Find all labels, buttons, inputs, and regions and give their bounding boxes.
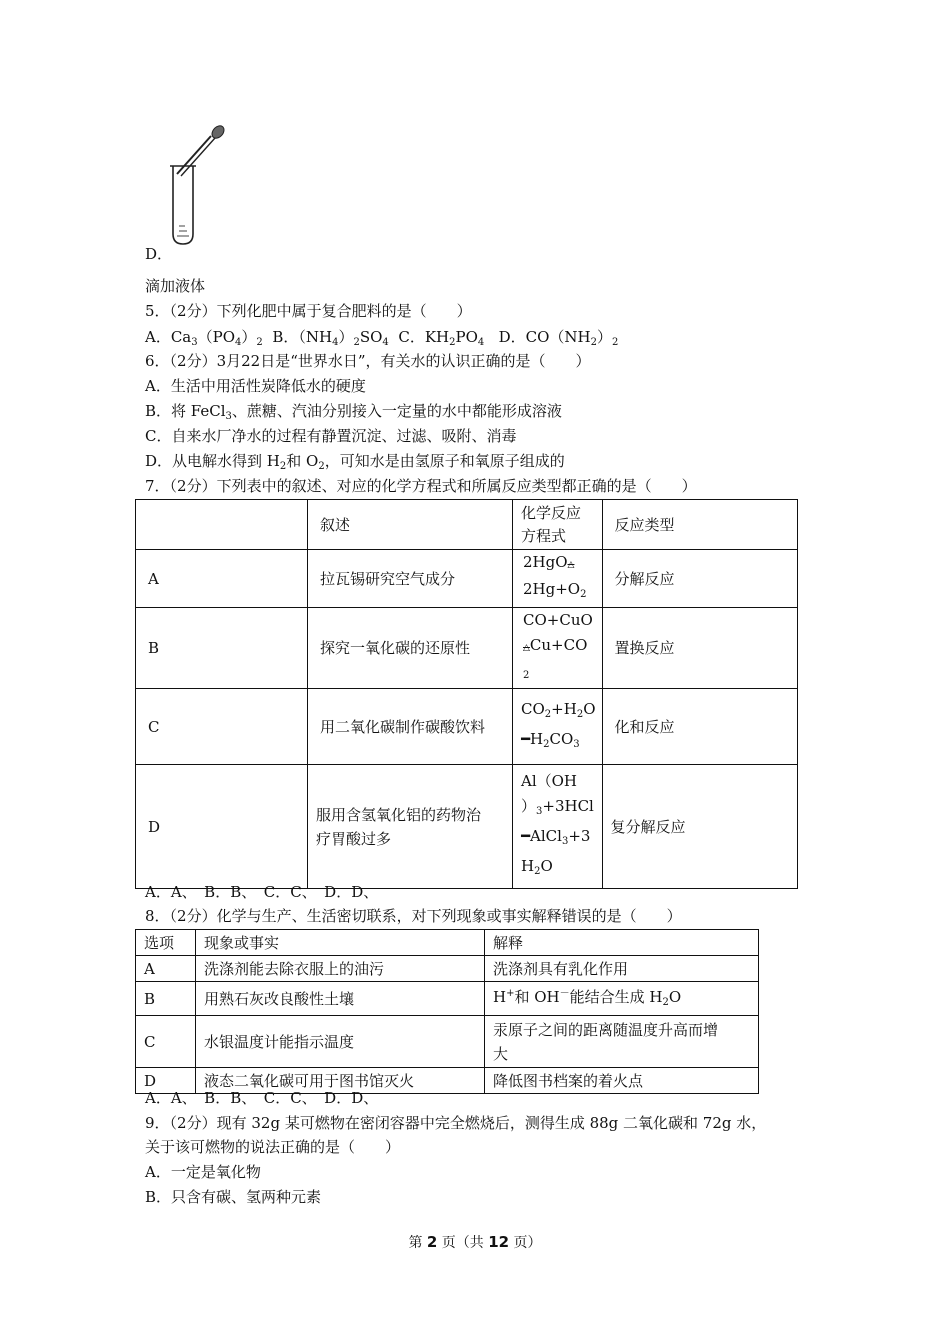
dropper-test-tube-illustration bbox=[165, 122, 235, 247]
q7-stem: 7．（2分）下列表中的叙述、对应的化学方程式和所属反应类型都正确的是（ ） bbox=[145, 477, 697, 495]
q7-row-label: C bbox=[136, 689, 308, 765]
q8-header-option: 选项 bbox=[136, 930, 196, 956]
q7-row-equation: Al（OH ）$_3+3HCl$ ━AlCl$_3$+3 $H_2O$ bbox=[513, 765, 603, 889]
q6-stem: 6．（2分）3月22日是“世界水日”，有关水的认识正确的是（ ） bbox=[145, 352, 591, 370]
q8-row-phenomenon: 洗涤剂能去除衣服上的油污 bbox=[196, 956, 485, 982]
q8-row-option: C bbox=[136, 1016, 196, 1068]
q7-header-blank bbox=[136, 500, 308, 550]
q6-option-d[interactable]: D．从电解水得到 $H_2$和 $O_2$，可知水是由氢原子和氧原子组成的 bbox=[145, 452, 565, 472]
q8-row-phenomenon: 液态二氧化碳可用于图书馆灭火 bbox=[196, 1068, 485, 1094]
q8-header-explanation: 解释 bbox=[485, 930, 759, 956]
q4-option-d-caption: 滴加液体 bbox=[145, 277, 206, 295]
q8-row-explanation: 洗涤剂具有乳化作用 bbox=[485, 956, 759, 982]
table-row bbox=[136, 956, 759, 982]
q6-option-b[interactable]: B．将 FeCl$_3$、蔗糖、汽油分别接入一定量的水中都能形成溶液 bbox=[145, 402, 562, 422]
page-footer: 第 2 页（共 12 页） bbox=[408, 1233, 542, 1251]
q5-options[interactable]: A．$Ca_3(PO_4)_2$ B．$(NH_4)_2SO_4$ C．$KH_2PO_4$ D．$CO(NH_2)_2$ bbox=[145, 328, 619, 348]
q7-row-type: 置换反应 bbox=[602, 608, 798, 689]
q7-row-equation: $CO_2+H_2O$ $━H_2CO_3$ bbox=[513, 689, 603, 765]
table-row bbox=[136, 689, 798, 765]
q7-row-desc: 服用含氢氧化铝的药物治 疗胃酸过多 bbox=[308, 765, 513, 889]
table-row bbox=[136, 1016, 759, 1068]
q7-header-equation: 化学反应 方程式 bbox=[513, 500, 603, 550]
q6-option-a[interactable]: A．生活中用活性炭降低水的硬度 bbox=[145, 377, 366, 395]
page-total: 12 bbox=[488, 1233, 510, 1251]
table-row bbox=[136, 982, 759, 1016]
q8-row-option: A bbox=[136, 956, 196, 982]
q9-stem-line1: 9．（2分）现有 32g 某可燃物在密闭容器中完全燃烧后，测得生成 88g 二氧化碳和 72g 水， bbox=[145, 1114, 767, 1132]
q6-option-c[interactable]: C．自来水厂净水的过程有静置沉淀、过滤、吸附、消毒 bbox=[145, 427, 517, 445]
q7-row-equation: CO+CuO △Cu+CO 2 bbox=[513, 608, 603, 689]
q8-row-explanation: 汞原子之间的距离随温度升高而增 大 bbox=[485, 1016, 759, 1068]
q7-row-label: A bbox=[136, 550, 308, 608]
q8-row-option: B bbox=[136, 982, 196, 1016]
q7-row-type: 化和反应 bbox=[602, 689, 798, 765]
q7-row-label: B bbox=[136, 608, 308, 689]
q7-table bbox=[135, 499, 798, 889]
q8-answers[interactable]: A．A、 B．B、 C．C、 D．D、 bbox=[145, 1089, 379, 1107]
q4-option-d[interactable]: D． bbox=[145, 245, 173, 263]
q7-row-label: D bbox=[136, 765, 308, 889]
q7-header-type: 反应类型 bbox=[602, 500, 798, 550]
q7-row-desc: 探究一氧化碳的还原性 bbox=[308, 608, 513, 689]
q7-row-desc: 用二氧化碳制作碳酸饮料 bbox=[308, 689, 513, 765]
q8-header-phenomenon: 现象或事实 bbox=[196, 930, 485, 956]
table-row bbox=[136, 765, 798, 889]
q7-answers[interactable]: A．A、 B．B、 C．C、 D．D、 bbox=[145, 883, 379, 901]
table-row bbox=[136, 608, 798, 689]
q8-row-phenomenon: 水银温度计能指示温度 bbox=[196, 1016, 485, 1068]
page-number: 2 bbox=[426, 1233, 438, 1251]
table-row bbox=[136, 550, 798, 608]
q8-row-option: D bbox=[136, 1068, 196, 1094]
q8-row-explanation: H+和 OH－能结合生成 $H_2O$ bbox=[485, 982, 759, 1016]
q8-row-explanation: 降低图书档案的着火点 bbox=[485, 1068, 759, 1094]
q5-stem: 5．（2分）下列化肥中属于复合肥料的是（ ） bbox=[145, 302, 472, 320]
q8-stem: 8．（2分）化学与生产、生活密切联系，对下列现象或事实解释错误的是（ ） bbox=[145, 907, 682, 925]
q7-row-desc: 拉瓦锡研究空气成分 bbox=[308, 550, 513, 608]
q7-header-desc: 叙述 bbox=[308, 500, 513, 550]
q7-row-type: 分解反应 bbox=[602, 550, 798, 608]
q9-option-a[interactable]: A．一定是氧化物 bbox=[145, 1163, 261, 1181]
q8-table bbox=[135, 929, 759, 1094]
q7-row-type: 复分解反应 bbox=[602, 765, 798, 889]
q7-row-equation: 2HgO△ $2Hg+O_2$ bbox=[513, 550, 603, 608]
q9-option-b[interactable]: B．只含有碳、氢两种元素 bbox=[145, 1188, 322, 1206]
q9-stem-line2: 关于该可燃物的说法正确的是（ ） bbox=[145, 1138, 401, 1156]
q8-row-phenomenon: 用熟石灰改良酸性土壤 bbox=[196, 982, 485, 1016]
